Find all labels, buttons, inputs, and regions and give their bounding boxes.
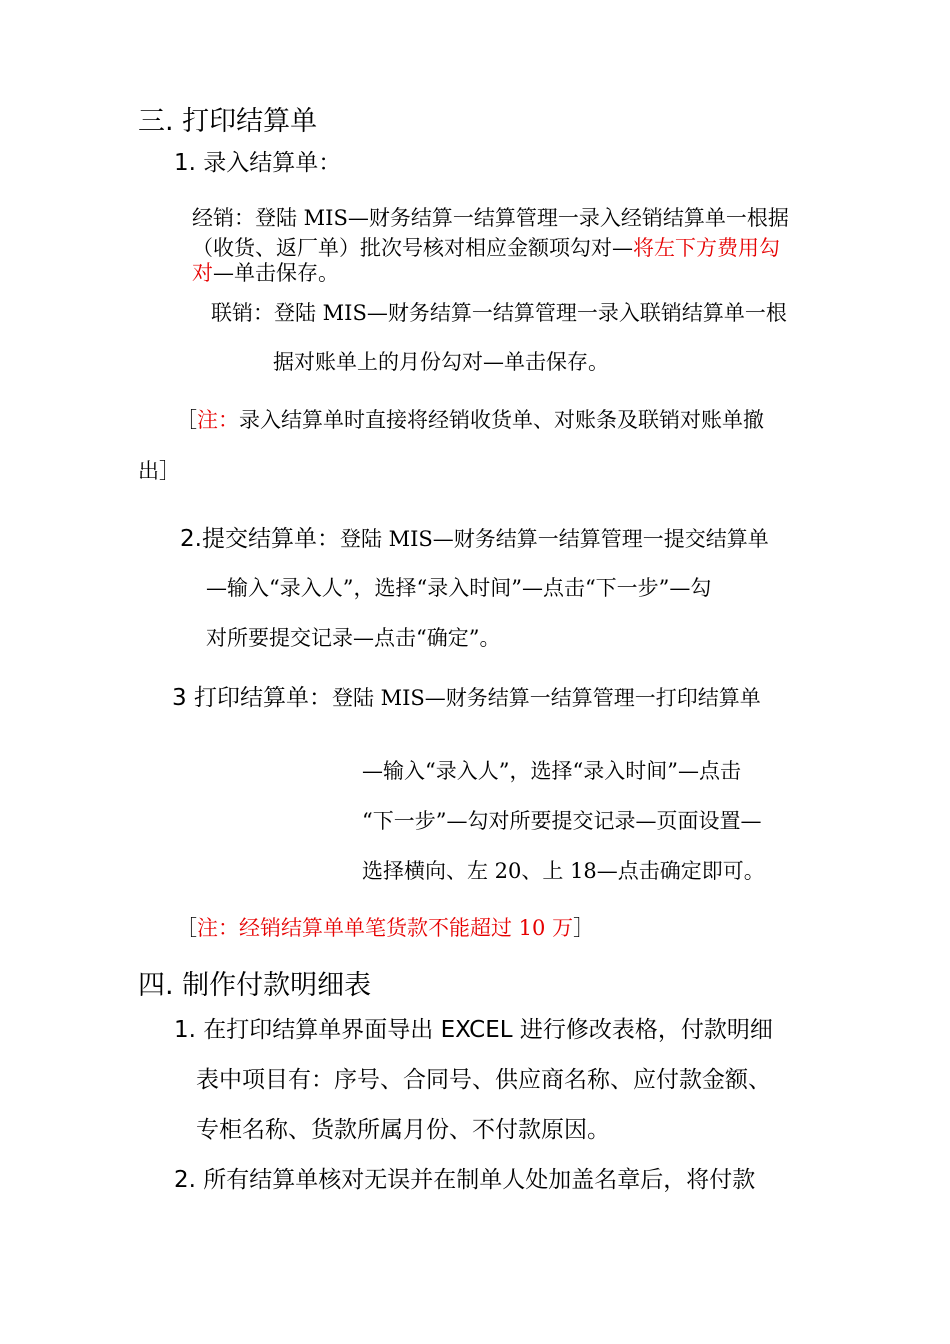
note-2-open: ［ (176, 916, 197, 940)
step-3-line-1 (172, 687, 761, 710)
step-3-line-4: 选择横向、左 20、上 18—点击确定即可。 (362, 859, 765, 883)
step-3-text: 登陆 MIS—财务结算一结算管理一打印结算单 (331, 686, 761, 710)
note-1-bracket: ［ (176, 408, 197, 432)
step-2-text: 登陆 MIS—财务结算一结算管理一提交结算单 (339, 527, 769, 551)
jingxiao-line-3-text: —单击保存。 (213, 261, 339, 285)
step-1-heading: 1. 录入结算单： (174, 150, 342, 176)
note-1-text: 录入结算单时直接将经销收货单、对账条及联销对账单撤 (239, 408, 764, 432)
sec4-item-1-line-3: 专柜名称、货款所属月份、不付款原因。 (196, 1117, 610, 1143)
step-2-line-2: —输入“录入人”，选择“录入时间”—点击“下一步”—勾 (206, 576, 712, 600)
step-3-line-3: “下一步”—勾对所要提交记录—页面设置— (362, 809, 762, 833)
note-2-text: 注：经销结算单单笔货款不能超过 10 万 (197, 916, 574, 940)
step-2-line-1 (180, 528, 769, 551)
sec4-item-1-line-1: 1. 在打印结算单界面导出 EXCEL 进行修改表格，付款明细 (174, 1017, 773, 1043)
note-1-line-1 (176, 410, 764, 431)
note-2-close: ］ (573, 916, 595, 940)
section-4-heading: 四. 制作付款明细表 (138, 970, 372, 1001)
step-3-heading: 3 打印结算单： (172, 685, 332, 711)
jingxiao-line-2-text: （收货、返厂单）批次号核对相应金额项勾对— (192, 236, 633, 260)
step-3-line-2: —输入“录入人”，选择“录入时间”—点击 (362, 759, 741, 783)
note-2 (176, 918, 594, 939)
jingxiao-line-1: 经销：登陆 MIS—财务结算一结算管理一录入经销结算单一根据 (192, 206, 789, 230)
step-2-line-3: 对所要提交记录—点击“确定”。 (206, 626, 501, 650)
note-1-label: 注： (197, 408, 239, 432)
jingxiao-line-2 (192, 238, 780, 259)
lianxiao-line-2: 据对账单上的月份勾对—单击保存。 (273, 350, 609, 374)
jingxiao-line-3 (192, 263, 339, 284)
note-1-line-2: 出］ (138, 459, 180, 483)
jingxiao-highlight: 将左下方费用勾 (633, 236, 780, 260)
section-3-heading: 三. 打印结算单 (138, 106, 318, 137)
sec4-item-2-line-1: 2. 所有结算单核对无误并在制单人处加盖名章后，将付款 (174, 1167, 756, 1193)
step-2-heading: 2.提交结算单： (180, 526, 340, 552)
jingxiao-highlight-cont: 对 (192, 261, 213, 285)
sec4-item-1-line-2: 表中项目有：序号、合同号、供应商名称、应付款金额、 (196, 1067, 771, 1093)
lianxiao-line-1: 联销：登陆 MIS—财务结算一结算管理一录入联销结算单一根 (211, 301, 787, 325)
